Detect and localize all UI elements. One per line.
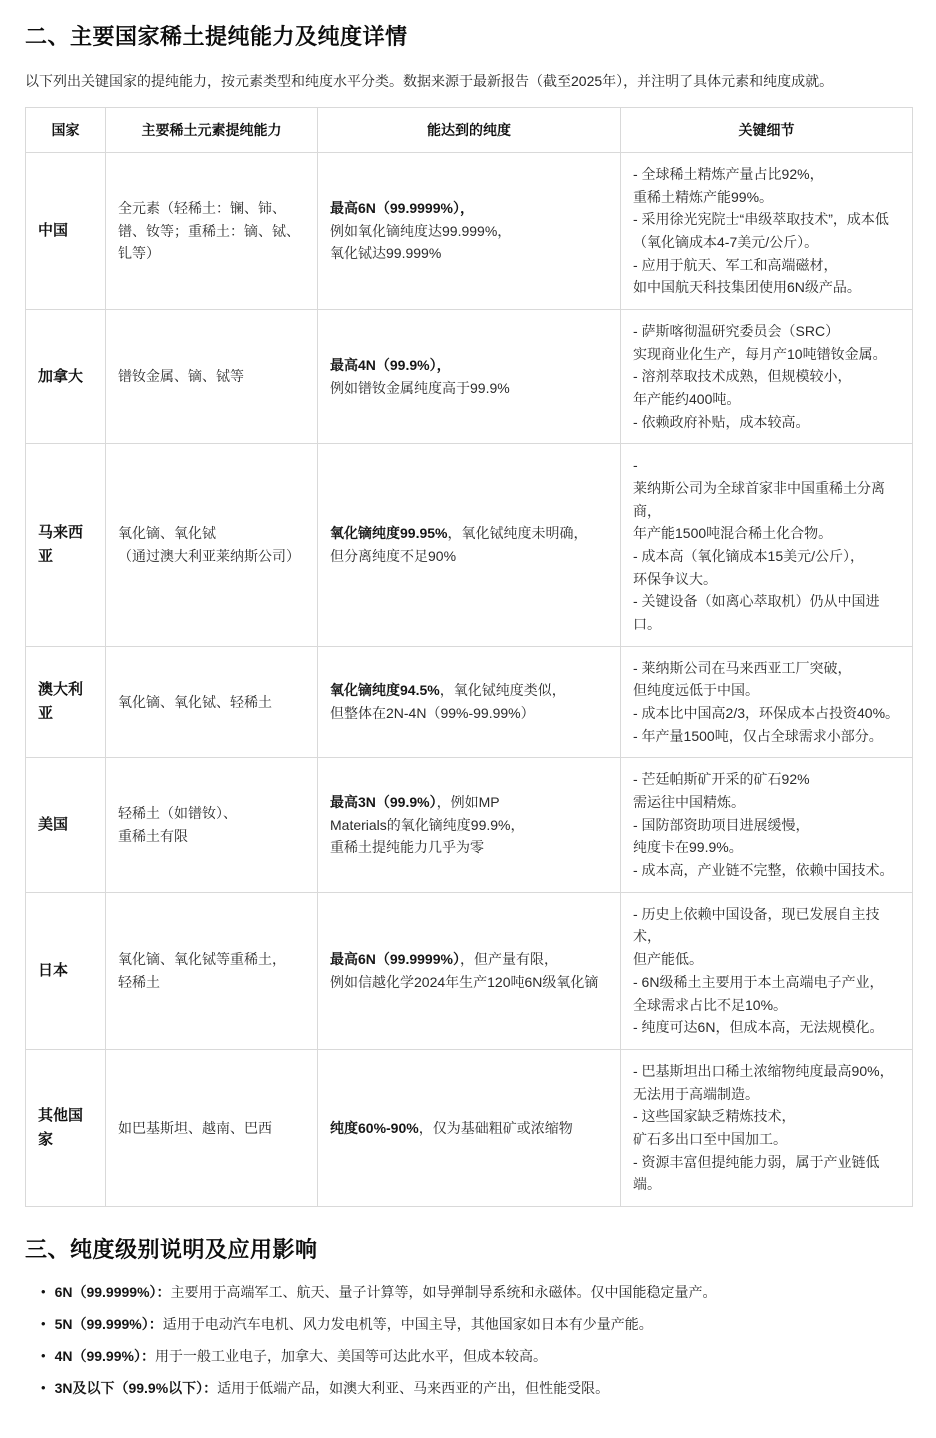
details-cell: - 巴基斯坦出口稀土浓缩物纯度最高90%， 无法用于高端制造。 - 这些国家缺乏精炼技术， 矿石多出口至中国加工。 - 资源丰富但提纯能力弱，属于产业链低端。 xyxy=(621,1049,913,1206)
table-row xyxy=(26,892,913,1049)
table-body xyxy=(26,153,913,1207)
purity-level-label: 6N（99.9999%）： xyxy=(54,1283,171,1300)
details-cell: - 莱纳斯公司在马来西亚工厂突破， 但纯度远低于中国。 - 成本比中国高2/3，环保成本占投资40%。 - 年产量1500吨，仅占全球需求小部分。 xyxy=(621,646,913,758)
purity-level-item xyxy=(41,1314,912,1335)
column-header-capability: 主要稀土元素提纯能力 xyxy=(106,108,318,153)
capability-cell: 轻稀土（如镨钕）、 重稀土有限 xyxy=(106,758,318,892)
purity-level-description: 适用于电动汽车电机、风力发电机等，中国主导，其他国家如日本有少量产能。 xyxy=(162,1315,653,1332)
purity-level-item xyxy=(41,1378,912,1399)
purity-levels-list xyxy=(25,1282,912,1399)
column-header-purity: 能达到的纯度 xyxy=(318,108,621,153)
purity-cell: 最高6N（99.9999%），但产量有限， 例如信越化学2024年生产120吨6N级氧化镝 xyxy=(318,892,621,1049)
capability-cell: 镨钕金属、镝、铽等 xyxy=(106,310,318,444)
capability-cell: 如巴基斯坦、越南、巴西 xyxy=(106,1049,318,1206)
details-cell: - 历史上依赖中国设备，现已发展自主技术， 但产能低。 - 6N级稀土主要用于本土高端电子产业， 全球需求占比不足10%。 - 纯度可达6N，但成本高，无法规模化。 xyxy=(621,892,913,1049)
purity-level-description: 用于一般工业电子，加拿大、美国等可达此水平，但成本较高。 xyxy=(154,1347,547,1364)
rare-earth-capability-table xyxy=(25,107,913,1207)
country-cell: 马来西亚 xyxy=(26,444,106,646)
table-row xyxy=(26,646,913,758)
bullet-icon: • xyxy=(41,1315,46,1331)
purity-cell: 最高3N（99.9%），例如MP Materials的氧化镝纯度99.9%， 重稀土提纯能力几乎为零 xyxy=(318,758,621,892)
purity-level-label: 4N（99.99%）： xyxy=(54,1347,155,1364)
section3-title: 三、纯度级别说明及应用影响 xyxy=(25,1236,318,1262)
capability-cell: 氧化镝、氧化铽、轻稀土 xyxy=(106,646,318,758)
bullet-icon: • xyxy=(41,1347,46,1363)
country-cell: 澳大利亚 xyxy=(26,646,106,758)
column-header-details: 关键细节 xyxy=(621,108,913,153)
purity-cell: 最高6N（99.9999%）， 例如氧化镝纯度达99.999%， 氧化铽达99.999% xyxy=(318,153,621,310)
purity-level-item xyxy=(41,1282,912,1303)
table-row xyxy=(26,310,913,444)
column-header-country: 国家 xyxy=(26,108,106,153)
country-cell: 日本 xyxy=(26,892,106,1049)
bullet-icon: • xyxy=(41,1379,46,1395)
purity-level-description: 主要用于高端军工、航天、量子计算等，如导弹制导系统和永磁体。仅中国能稳定量产。 xyxy=(170,1283,717,1300)
purity-cell: 氧化镝纯度94.5%，氧化铽纯度类似， 但整体在2N-4N（99%-99.99%） xyxy=(318,646,621,758)
purity-level-description: 适用于低端产品，如澳大利亚、马来西亚的产出，但性能受限。 xyxy=(217,1379,610,1396)
purity-cell: 氧化镝纯度99.95%，氧化铽纯度未明确， 但分离纯度不足90% xyxy=(318,444,621,646)
purity-level-label: 3N及以下（99.9%以下）： xyxy=(54,1379,218,1396)
country-cell: 中国 xyxy=(26,153,106,310)
purity-level-label: 5N（99.999%）： xyxy=(54,1315,163,1332)
table-row xyxy=(26,758,913,892)
table-row xyxy=(26,444,913,646)
table-header xyxy=(26,108,913,153)
country-cell: 美国 xyxy=(26,758,106,892)
capability-cell: 氧化镝、氧化铽 （通过澳大利亚莱纳斯公司） xyxy=(106,444,318,646)
country-cell: 其他国家 xyxy=(26,1049,106,1206)
details-cell: - 全球稀土精炼产量占比92%， 重稀土精炼产能99%。 - 采用徐光宪院士“串级萃取技术”，成本低 （氧化镝成本4-7美元/公斤）。 - 应用于航天、军工和高端磁材， 如中国航天科技集团使用6N级产品。 xyxy=(621,153,913,310)
country-cell: 加拿大 xyxy=(26,310,106,444)
table-header-row xyxy=(26,108,913,153)
table-row xyxy=(26,153,913,310)
purity-cell: 最高4N（99.9%）， 例如镨钕金属纯度高于99.9% xyxy=(318,310,621,444)
purity-level-item xyxy=(41,1346,912,1367)
purity-cell: 纯度60%-90%，仅为基础粗矿或浓缩物 xyxy=(318,1049,621,1206)
section2-title: 二、主要国家稀土提纯能力及纯度详情 xyxy=(25,24,408,49)
section2-subtitle: 以下列出关键国家的提纯能力，按元素类型和纯度水平分类。数据来源于最新报告（截至2025年），并注明了具体元素和纯度成就。 xyxy=(25,73,834,89)
details-cell: - 萨斯喀彻温研究委员会（SRC） 实现商业化生产，每月产10吨镨钕金属。 - 溶剂萃取技术成熟，但规模较小， 年产能约400吨。 - 依赖政府补贴，成本较高。 xyxy=(621,310,913,444)
bullet-icon: • xyxy=(41,1283,46,1299)
capability-cell: 氧化镝、氧化铽等重稀土， 轻稀土 xyxy=(106,892,318,1049)
details-cell: - 莱纳斯公司为全球首家非中国重稀土分离商， 年产能1500吨混合稀土化合物。 - 成本高（氧化镝成本15美元/公斤）， 环保争议大。 - 关键设备（如离心萃取机）仍从中国进口。 xyxy=(621,444,913,646)
details-cell: - 芒廷帕斯矿开采的矿石92% 需运往中国精炼。 - 国防部资助项目进展缓慢， 纯度卡在99.9%。 - 成本高，产业链不完整，依赖中国技术。 xyxy=(621,758,913,892)
table-row xyxy=(26,1049,913,1206)
capability-cell: 全元素（轻稀土：镧、铈、 镨、钕等；重稀土：镝、铽、 钆等） xyxy=(106,153,318,310)
